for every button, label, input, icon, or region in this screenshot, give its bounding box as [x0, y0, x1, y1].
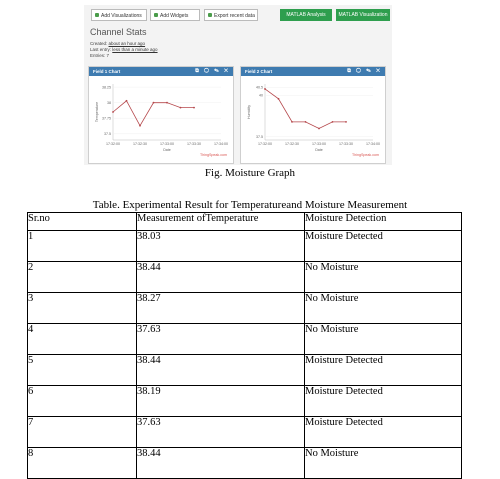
cell-moisture: Moisture Detected [305, 386, 462, 417]
cell-srno: 6 [28, 386, 137, 417]
x-tick-label: 17:32:00 [106, 142, 120, 146]
cell-temperature: 38.27 [137, 293, 305, 324]
x-tick-label: 17:34:00 [214, 142, 228, 146]
table-row [28, 386, 462, 417]
cell-temperature: 38.03 [137, 231, 305, 262]
channel-stats-title: Channel Stats [90, 27, 147, 37]
x-tick-label: 17:32:30 [285, 142, 299, 146]
cell-temperature: 37.63 [137, 324, 305, 355]
cell-srno: 8 [28, 448, 137, 479]
field2-chart-panel [240, 66, 386, 164]
thingspeak-screenshot [84, 5, 392, 165]
y-tick-label: 38 [107, 100, 111, 105]
data-point [278, 98, 280, 100]
data-point [264, 88, 266, 90]
x-tick-label: 17:32:30 [133, 142, 147, 146]
export-recent-data-button[interactable]: Export recent data [204, 9, 258, 21]
figure-caption: Fig. Moisture Graph [204, 167, 296, 179]
table-row [28, 355, 462, 386]
table-row [28, 448, 462, 479]
y-axis-label: Temperature [95, 101, 99, 123]
cell-moisture: Moisture Detected [305, 417, 462, 448]
x-axis-label: Date [315, 148, 323, 152]
data-point [332, 121, 334, 123]
cell-temperature: 38.44 [137, 355, 305, 386]
cell-moisture: No Moisture [305, 448, 462, 479]
field1-chart-title: Field 1 Chart [93, 69, 121, 74]
field1-chart-svg [89, 76, 235, 164]
data-point [112, 111, 114, 113]
series-line [113, 101, 194, 126]
cell-temperature: 38.19 [137, 386, 305, 417]
cell-moisture: Moisture Detected [305, 355, 462, 386]
panel-action-icons[interactable]: ⧉ ◯ ✎ ✕ [347, 68, 382, 74]
matlab-visualization-button[interactable]: MATLAB Visualization [336, 9, 390, 21]
data-point [126, 100, 128, 102]
cell-moisture: No Moisture [305, 324, 462, 355]
cell-temperature: 38.44 [137, 262, 305, 293]
field1-chart-header [89, 67, 233, 76]
data-point [193, 107, 195, 109]
matlab-analysis-button[interactable]: MATLAB Analysis [280, 9, 332, 21]
header-temperature: Measurement ofTemperature [137, 213, 305, 231]
data-point [305, 121, 307, 123]
table-header-row [28, 213, 462, 231]
cell-srno: 5 [28, 355, 137, 386]
data-point [166, 102, 168, 104]
header-moisture: Moisture Detection [305, 213, 462, 231]
table-row [28, 231, 462, 262]
y-tick-label: 37.5 [256, 134, 263, 139]
thingspeak-watermark: ThingSpeak.com [200, 153, 227, 157]
table-row [28, 417, 462, 448]
cell-moisture: Moisture Detected [305, 231, 462, 262]
last-entry-line: Last entry: less than a minute ago [90, 47, 158, 52]
add-visualizations-button[interactable]: Add Visualizations [91, 9, 147, 21]
x-tick-label: 17:33:00 [312, 142, 326, 146]
table-caption: Table. Experimental Result for Temperatureand Moisture Measurement [92, 199, 408, 211]
y-tick-label: 40.5 [256, 85, 263, 90]
x-tick-label: 17:32:00 [258, 142, 272, 146]
y-tick-label: 37.5 [104, 131, 111, 136]
data-point [139, 125, 141, 127]
data-point [345, 121, 347, 123]
export-icon [208, 13, 212, 17]
table-row [28, 324, 462, 355]
data-point [291, 121, 293, 123]
panel-action-icons[interactable]: ⧉ ◯ ✎ ✕ [195, 68, 230, 74]
field2-chart-svg [241, 76, 387, 164]
data-point [153, 102, 155, 104]
cell-temperature: 38.44 [137, 448, 305, 479]
results-table [27, 212, 462, 479]
x-tick-label: 17:34:00 [366, 142, 380, 146]
cell-temperature: 37.63 [137, 417, 305, 448]
y-tick-label: 40 [259, 93, 263, 98]
table-row [28, 293, 462, 324]
cell-moisture: No Moisture [305, 293, 462, 324]
x-axis-label: Date [163, 148, 171, 152]
x-tick-label: 17:33:30 [187, 142, 201, 146]
x-tick-label: 17:33:00 [160, 142, 174, 146]
entries-count: Entries: 7 [90, 53, 110, 58]
y-tick-label: 37.75 [102, 116, 111, 121]
dashboard-toolbar [88, 9, 388, 23]
add-widgets-button[interactable]: Add Widgets [150, 9, 200, 21]
plus-icon [154, 13, 158, 17]
cell-srno: 2 [28, 262, 137, 293]
cell-srno: 3 [28, 293, 137, 324]
table-row [28, 262, 462, 293]
field2-chart-header [241, 67, 385, 76]
x-tick-label: 17:33:30 [339, 142, 353, 146]
thingspeak-watermark: ThingSpeak.com [352, 153, 379, 157]
y-axis-label: Humidity [247, 105, 251, 119]
data-point [318, 128, 320, 130]
header-srno: Sr.no [28, 213, 137, 231]
cell-srno: 1 [28, 231, 137, 262]
field1-chart-panel [88, 66, 234, 164]
cell-srno: 4 [28, 324, 137, 355]
created-line: Created: about an hour ago [90, 41, 146, 46]
cell-moisture: No Moisture [305, 262, 462, 293]
field2-chart-title: Field 2 Chart [245, 69, 273, 74]
plus-icon [95, 13, 99, 17]
data-point [180, 107, 182, 109]
y-tick-label: 38.25 [102, 85, 111, 90]
cell-srno: 7 [28, 417, 137, 448]
